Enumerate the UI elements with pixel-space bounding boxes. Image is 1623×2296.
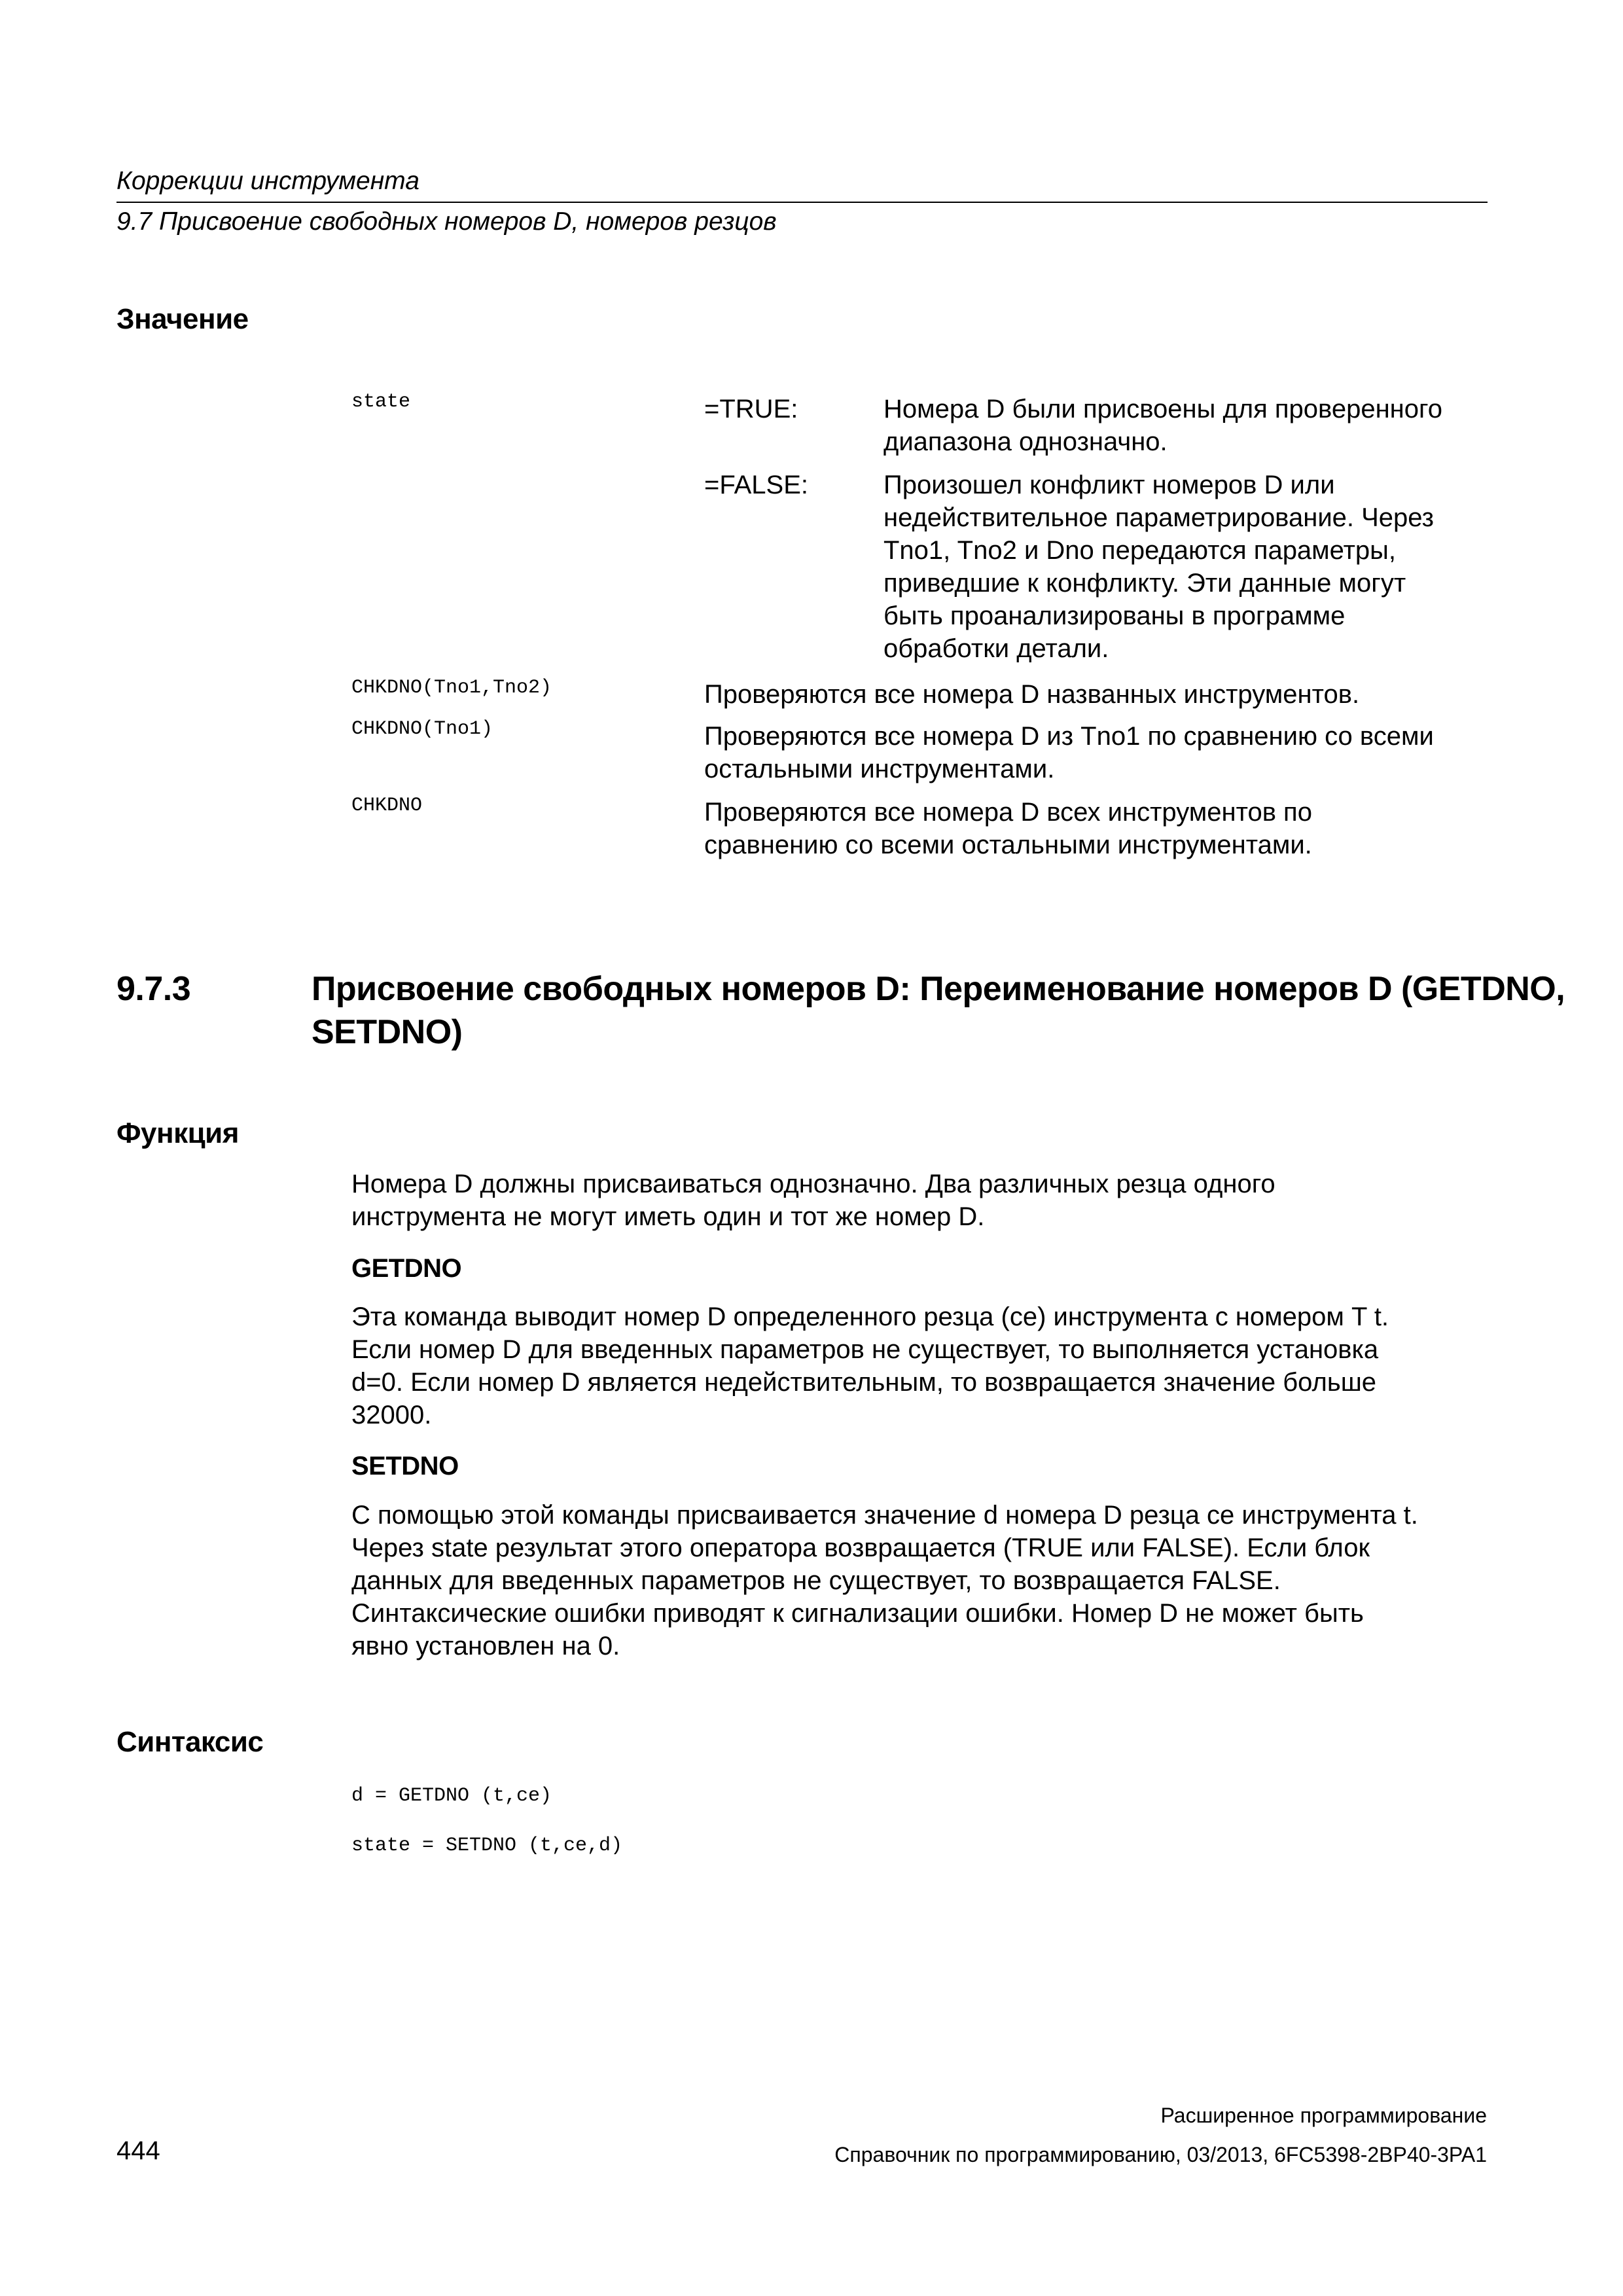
description-line: Проверяются все номера D названных инструментов. (704, 680, 1360, 709)
value-false: =FALSE: (704, 471, 808, 499)
syntax-setdno: state = SETDNO (t,ce,d) (351, 1835, 623, 1857)
description-line: Номера D были присвоены для проверенного (883, 395, 1442, 423)
chkdno-description (704, 796, 1503, 861)
code-chkdno-tno1: CHKDNO(Tno1) (351, 718, 493, 740)
description-line: обработки детали. (883, 634, 1109, 663)
paragraph-line: Синтаксические ошибки приводят к сигнализации ошибки. Номер D не может быть (351, 1599, 1364, 1628)
paragraph-line: d=0. Если номер D является недействительным, то возвращается значение больше (351, 1368, 1377, 1397)
getdno-description (351, 1300, 1503, 1431)
section-number: 9.7.3 (116, 970, 191, 1008)
chkdno-tno1-tno2-description (704, 678, 1503, 711)
section-title (312, 967, 1565, 1054)
setdno-heading: SETDNO (351, 1452, 459, 1480)
code-state: state (351, 391, 411, 413)
paragraph-line: Через state результат этого оператора возвращается (TRUE или FALSE). Если блок (351, 1534, 1370, 1562)
chkdno-tno1-description (704, 720, 1503, 785)
paragraph-line: С помощью этой команды присваивается значение d номера D резца ce инструмента t. (351, 1501, 1418, 1530)
paragraph-line: данных для введенных параметров не существует, то возвращается FALSE. (351, 1566, 1281, 1595)
function-intro (351, 1168, 1503, 1233)
running-header-chapter: Коррекции инструмента (116, 167, 419, 195)
description-line: Проверяются все номера D всех инструментов по (704, 798, 1312, 827)
paragraph-line: 32000. (351, 1401, 432, 1429)
value-true-description (883, 393, 1442, 458)
running-header-section: 9.7 Присвоение свободных номеров D, номеров резцов (116, 207, 777, 236)
syntax-heading: Синтаксис (116, 1726, 264, 1758)
description-line: Произошел конфликт номеров D или (883, 471, 1335, 499)
footer-book-reference: Справочник по программированию, 03/2013, 6FC5398-2BP40-3PA1 (834, 2143, 1487, 2166)
code-chkdno: CHKDNO (351, 795, 423, 817)
paragraph-line: Эта команда выводит номер D определенного резца (ce) инструмента с номером T t. (351, 1302, 1389, 1331)
footer-book-title: Расширенное программирование (1160, 2104, 1487, 2127)
page-number: 444 (116, 2136, 160, 2165)
section-title-line: SETDNO) (312, 1013, 463, 1051)
description-line: сравнению со всеми остальными инструментами. (704, 831, 1312, 859)
value-true: =TRUE: (704, 395, 798, 423)
description-line: диапазона однозначно. (883, 427, 1168, 456)
paragraph-line: Если номер D для введенных параметров не существует, то выполняется установка (351, 1335, 1379, 1364)
header-rule (116, 202, 1488, 203)
description-line: Проверяются все номера D из Tno1 по сравнению со всеми (704, 722, 1434, 751)
description-line: остальными инструментами. (704, 755, 1055, 783)
code-chkdno-tno1-tno2: CHKDNO(Tno1,Tno2) (351, 677, 552, 699)
description-line: недействительное параметрирование. Через (883, 503, 1434, 532)
paragraph-line: явно установлен на 0. (351, 1632, 620, 1660)
value-false-description (883, 469, 1434, 665)
description-line: Tno1, Tno2 и Dno передаются параметры, (883, 536, 1397, 565)
description-line: быть проанализированы в программе (883, 601, 1346, 630)
description-line: приведшие к конфликту. Эти данные могут (883, 569, 1406, 598)
paragraph-line: Номера D должны присваиваться однозначно. Два различных резца одного (351, 1170, 1275, 1198)
setdno-description (351, 1499, 1503, 1662)
value-heading: Значение (116, 303, 249, 335)
function-heading: Функция (116, 1117, 239, 1149)
paragraph-line: инструмента не могут иметь один и тот же номер D. (351, 1202, 985, 1231)
getdno-heading: GETDNO (351, 1254, 462, 1283)
section-title-line: Присвоение свободных номеров D: Переименование номеров D (GETDNO, (312, 970, 1565, 1008)
syntax-getdno: d = GETDNO (t,ce) (351, 1785, 552, 1807)
